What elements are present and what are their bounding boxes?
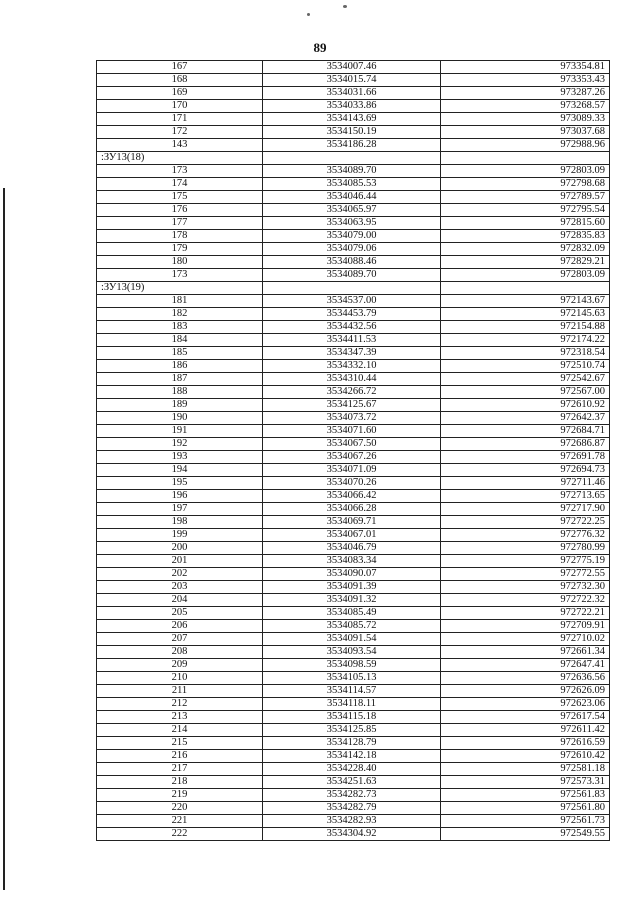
x-coordinate-cell: 3534091.54	[263, 633, 441, 646]
point-number-cell: 193	[97, 451, 263, 464]
point-number-cell: 179	[97, 243, 263, 256]
point-number-cell: 200	[97, 542, 263, 555]
x-coordinate-cell: 3534071.09	[263, 464, 441, 477]
group-header-row	[97, 152, 610, 165]
x-coordinate-cell: 3534118.11	[263, 698, 441, 711]
table-row	[97, 113, 610, 126]
point-number-cell: 168	[97, 74, 263, 87]
table-row	[97, 542, 610, 555]
point-number-cell: 191	[97, 425, 263, 438]
y-coordinate-cell: 972691.78	[441, 451, 610, 464]
table-row	[97, 607, 610, 620]
x-coordinate-cell: 3534067.01	[263, 529, 441, 542]
y-coordinate-cell: 972661.34	[441, 646, 610, 659]
point-number-cell: 206	[97, 620, 263, 633]
page-number: 89	[313, 40, 327, 55]
y-coordinate-cell: 972803.09	[441, 269, 610, 282]
table-row	[97, 633, 610, 646]
table-row	[97, 659, 610, 672]
x-coordinate-cell: 3534071.60	[263, 425, 441, 438]
table-row	[97, 204, 610, 217]
y-coordinate-cell: 972722.32	[441, 594, 610, 607]
table-row	[97, 802, 610, 815]
table-row	[97, 256, 610, 269]
table-row	[97, 243, 610, 256]
point-number-cell: 211	[97, 685, 263, 698]
table-row	[97, 191, 610, 204]
x-coordinate-cell: 3534228.40	[263, 763, 441, 776]
y-coordinate-cell: 972776.32	[441, 529, 610, 542]
point-number-cell: 182	[97, 308, 263, 321]
x-coordinate-cell: 3534085.49	[263, 607, 441, 620]
point-number-cell: 173	[97, 269, 263, 282]
x-coordinate-cell: 3534085.53	[263, 178, 441, 191]
table-row	[97, 529, 610, 542]
point-number-cell: 199	[97, 529, 263, 542]
point-number-cell: 218	[97, 776, 263, 789]
point-number-cell: 210	[97, 672, 263, 685]
point-number-cell: 195	[97, 477, 263, 490]
point-number-cell: 207	[97, 633, 263, 646]
x-coordinate-cell: 3534066.28	[263, 503, 441, 516]
x-coordinate-cell: 3534070.26	[263, 477, 441, 490]
table-row	[97, 698, 610, 711]
point-number-cell: 169	[97, 87, 263, 100]
table-row	[97, 61, 610, 74]
empty-cell	[263, 282, 441, 295]
table-row	[97, 165, 610, 178]
group-header-row	[97, 282, 610, 295]
y-coordinate-cell: 973037.68	[441, 126, 610, 139]
y-coordinate-cell: 973354.81	[441, 61, 610, 74]
scan-speck	[343, 5, 347, 8]
group-label-cell: :ЗУ13(19)	[97, 282, 263, 295]
point-number-cell: 219	[97, 789, 263, 802]
x-coordinate-cell: 3534105.13	[263, 672, 441, 685]
table-row	[97, 763, 610, 776]
y-coordinate-cell: 972709.91	[441, 620, 610, 633]
table-row	[97, 464, 610, 477]
table-row	[97, 711, 610, 724]
x-coordinate-cell: 3534091.32	[263, 594, 441, 607]
point-number-cell: 216	[97, 750, 263, 763]
y-coordinate-cell: 972318.54	[441, 347, 610, 360]
x-coordinate-cell: 3534304.92	[263, 828, 441, 841]
y-coordinate-cell: 972795.54	[441, 204, 610, 217]
coordinates-table	[96, 60, 610, 841]
y-coordinate-cell: 972143.67	[441, 295, 610, 308]
point-number-cell: 198	[97, 516, 263, 529]
y-coordinate-cell: 972829.21	[441, 256, 610, 269]
y-coordinate-cell: 973268.57	[441, 100, 610, 113]
table-row	[97, 737, 610, 750]
point-number-cell: 215	[97, 737, 263, 750]
point-number-cell: 178	[97, 230, 263, 243]
x-coordinate-cell: 3534079.06	[263, 243, 441, 256]
x-coordinate-cell: 3534251.63	[263, 776, 441, 789]
table-row	[97, 568, 610, 581]
table-row	[97, 230, 610, 243]
table-row	[97, 516, 610, 529]
point-number-cell: 172	[97, 126, 263, 139]
y-coordinate-cell: 972732.30	[441, 581, 610, 594]
x-coordinate-cell: 3534088.46	[263, 256, 441, 269]
y-coordinate-cell: 972154.88	[441, 321, 610, 334]
y-coordinate-cell: 972684.71	[441, 425, 610, 438]
y-coordinate-cell: 972561.80	[441, 802, 610, 815]
table-row	[97, 321, 610, 334]
y-coordinate-cell: 972717.90	[441, 503, 610, 516]
x-coordinate-cell: 3534125.85	[263, 724, 441, 737]
table-row	[97, 503, 610, 516]
x-coordinate-cell: 3534066.42	[263, 490, 441, 503]
y-coordinate-cell: 972510.74	[441, 360, 610, 373]
table-row	[97, 178, 610, 191]
table-row	[97, 581, 610, 594]
x-coordinate-cell: 3534015.74	[263, 74, 441, 87]
point-number-cell: 187	[97, 373, 263, 386]
point-number-cell: 222	[97, 828, 263, 841]
point-number-cell: 197	[97, 503, 263, 516]
y-coordinate-cell: 972815.60	[441, 217, 610, 230]
x-coordinate-cell: 3534282.73	[263, 789, 441, 802]
point-number-cell: 217	[97, 763, 263, 776]
y-coordinate-cell: 972780.99	[441, 542, 610, 555]
point-number-cell: 205	[97, 607, 263, 620]
x-coordinate-cell: 3534046.79	[263, 542, 441, 555]
y-coordinate-cell: 972581.18	[441, 763, 610, 776]
y-coordinate-cell: 972642.37	[441, 412, 610, 425]
x-coordinate-cell: 3534093.54	[263, 646, 441, 659]
point-number-cell: 177	[97, 217, 263, 230]
y-coordinate-cell: 972803.09	[441, 165, 610, 178]
y-coordinate-cell: 972610.42	[441, 750, 610, 763]
table-row	[97, 555, 610, 568]
table-row	[97, 438, 610, 451]
x-coordinate-cell: 3534079.00	[263, 230, 441, 243]
x-coordinate-cell: 3534114.57	[263, 685, 441, 698]
x-coordinate-cell: 3534089.70	[263, 165, 441, 178]
y-coordinate-cell: 972617.54	[441, 711, 610, 724]
empty-cell	[441, 282, 610, 295]
table-row	[97, 334, 610, 347]
x-coordinate-cell: 3534310.44	[263, 373, 441, 386]
y-coordinate-cell: 972549.55	[441, 828, 610, 841]
x-coordinate-cell: 3534347.39	[263, 347, 441, 360]
x-coordinate-cell: 3534063.95	[263, 217, 441, 230]
y-coordinate-cell: 972573.31	[441, 776, 610, 789]
table-row	[97, 139, 610, 152]
y-coordinate-cell: 972626.09	[441, 685, 610, 698]
y-coordinate-cell: 972542.67	[441, 373, 610, 386]
y-coordinate-cell: 972561.73	[441, 815, 610, 828]
x-coordinate-cell: 3534091.39	[263, 581, 441, 594]
y-coordinate-cell: 972611.42	[441, 724, 610, 737]
x-coordinate-cell: 3534031.66	[263, 87, 441, 100]
y-coordinate-cell: 972722.21	[441, 607, 610, 620]
binding-margin-line	[3, 188, 5, 890]
empty-cell	[263, 152, 441, 165]
y-coordinate-cell: 973287.26	[441, 87, 610, 100]
y-coordinate-cell: 972145.63	[441, 308, 610, 321]
x-coordinate-cell: 3534090.07	[263, 568, 441, 581]
y-coordinate-cell: 972722.25	[441, 516, 610, 529]
x-coordinate-cell: 3534069.71	[263, 516, 441, 529]
point-number-cell: 180	[97, 256, 263, 269]
point-number-cell: 183	[97, 321, 263, 334]
point-number-cell: 190	[97, 412, 263, 425]
x-coordinate-cell: 3534186.28	[263, 139, 441, 152]
x-coordinate-cell: 3534266.72	[263, 386, 441, 399]
table-row	[97, 620, 610, 633]
point-number-cell: 181	[97, 295, 263, 308]
table-row	[97, 373, 610, 386]
table-row	[97, 750, 610, 763]
table-row	[97, 87, 610, 100]
y-coordinate-cell: 972711.46	[441, 477, 610, 490]
point-number-cell: 214	[97, 724, 263, 737]
table-row	[97, 828, 610, 841]
point-number-cell: 186	[97, 360, 263, 373]
point-number-cell: 176	[97, 204, 263, 217]
y-coordinate-cell: 972567.00	[441, 386, 610, 399]
y-coordinate-cell: 972616.59	[441, 737, 610, 750]
table-row	[97, 451, 610, 464]
table-row	[97, 412, 610, 425]
point-number-cell: 173	[97, 165, 263, 178]
y-coordinate-cell: 972174.22	[441, 334, 610, 347]
point-number-cell: 175	[97, 191, 263, 204]
point-number-cell: 174	[97, 178, 263, 191]
y-coordinate-cell: 972647.41	[441, 659, 610, 672]
group-label-cell: :ЗУ13(18)	[97, 152, 263, 165]
y-coordinate-cell: 972636.56	[441, 672, 610, 685]
point-number-cell: 208	[97, 646, 263, 659]
y-coordinate-cell: 972561.83	[441, 789, 610, 802]
table-row	[97, 217, 610, 230]
x-coordinate-cell: 3534085.72	[263, 620, 441, 633]
x-coordinate-cell: 3534432.56	[263, 321, 441, 334]
x-coordinate-cell: 3534537.00	[263, 295, 441, 308]
y-coordinate-cell: 972694.73	[441, 464, 610, 477]
y-coordinate-cell: 972775.19	[441, 555, 610, 568]
y-coordinate-cell: 973089.33	[441, 113, 610, 126]
table-row	[97, 490, 610, 503]
table-row	[97, 685, 610, 698]
point-number-cell: 203	[97, 581, 263, 594]
point-number-cell: 188	[97, 386, 263, 399]
x-coordinate-cell: 3534089.70	[263, 269, 441, 282]
point-number-cell: 167	[97, 61, 263, 74]
x-coordinate-cell: 3534073.72	[263, 412, 441, 425]
x-coordinate-cell: 3534067.26	[263, 451, 441, 464]
scan-speck	[307, 13, 310, 16]
point-number-cell: 194	[97, 464, 263, 477]
x-coordinate-cell: 3534098.59	[263, 659, 441, 672]
coordinates-table-body	[97, 61, 610, 841]
x-coordinate-cell: 3534046.44	[263, 191, 441, 204]
x-coordinate-cell: 3534065.97	[263, 204, 441, 217]
table-row	[97, 386, 610, 399]
y-coordinate-cell: 972988.96	[441, 139, 610, 152]
table-row	[97, 594, 610, 607]
table-row	[97, 347, 610, 360]
x-coordinate-cell: 3534128.79	[263, 737, 441, 750]
point-number-cell: 220	[97, 802, 263, 815]
point-number-cell: 201	[97, 555, 263, 568]
x-coordinate-cell: 3534282.93	[263, 815, 441, 828]
point-number-cell: 192	[97, 438, 263, 451]
x-coordinate-cell: 3534115.18	[263, 711, 441, 724]
table-row	[97, 295, 610, 308]
point-number-cell: 143	[97, 139, 263, 152]
x-coordinate-cell: 3534150.19	[263, 126, 441, 139]
point-number-cell: 196	[97, 490, 263, 503]
y-coordinate-cell: 972623.06	[441, 698, 610, 711]
y-coordinate-cell: 972610.92	[441, 399, 610, 412]
table-row	[97, 100, 610, 113]
point-number-cell: 221	[97, 815, 263, 828]
x-coordinate-cell: 3534332.10	[263, 360, 441, 373]
y-coordinate-cell: 972835.83	[441, 230, 610, 243]
y-coordinate-cell: 972832.09	[441, 243, 610, 256]
point-number-cell: 185	[97, 347, 263, 360]
table-row	[97, 269, 610, 282]
point-number-cell: 189	[97, 399, 263, 412]
empty-cell	[441, 152, 610, 165]
table-row	[97, 126, 610, 139]
y-coordinate-cell: 972686.87	[441, 438, 610, 451]
y-coordinate-cell: 972789.57	[441, 191, 610, 204]
point-number-cell: 209	[97, 659, 263, 672]
y-coordinate-cell: 972710.02	[441, 633, 610, 646]
table-row	[97, 672, 610, 685]
x-coordinate-cell: 3534125.67	[263, 399, 441, 412]
table-row	[97, 789, 610, 802]
table-row	[97, 360, 610, 373]
point-number-cell: 212	[97, 698, 263, 711]
point-number-cell: 204	[97, 594, 263, 607]
table-row	[97, 646, 610, 659]
x-coordinate-cell: 3534453.79	[263, 308, 441, 321]
point-number-cell: 171	[97, 113, 263, 126]
point-number-cell: 184	[97, 334, 263, 347]
point-number-cell: 213	[97, 711, 263, 724]
x-coordinate-cell: 3534033.86	[263, 100, 441, 113]
y-coordinate-cell: 973353.43	[441, 74, 610, 87]
table-row	[97, 399, 610, 412]
x-coordinate-cell: 3534142.18	[263, 750, 441, 763]
point-number-cell: 170	[97, 100, 263, 113]
x-coordinate-cell: 3534083.34	[263, 555, 441, 568]
x-coordinate-cell: 3534282.79	[263, 802, 441, 815]
y-coordinate-cell: 972713.65	[441, 490, 610, 503]
point-number-cell: 202	[97, 568, 263, 581]
table-row	[97, 776, 610, 789]
y-coordinate-cell: 972798.68	[441, 178, 610, 191]
x-coordinate-cell: 3534143.69	[263, 113, 441, 126]
y-coordinate-cell: 972772.55	[441, 568, 610, 581]
table-row	[97, 477, 610, 490]
table-row	[97, 815, 610, 828]
x-coordinate-cell: 3534411.53	[263, 334, 441, 347]
x-coordinate-cell: 3534007.46	[263, 61, 441, 74]
table-row	[97, 308, 610, 321]
table-row	[97, 74, 610, 87]
table-row	[97, 724, 610, 737]
table-row	[97, 425, 610, 438]
x-coordinate-cell: 3534067.50	[263, 438, 441, 451]
